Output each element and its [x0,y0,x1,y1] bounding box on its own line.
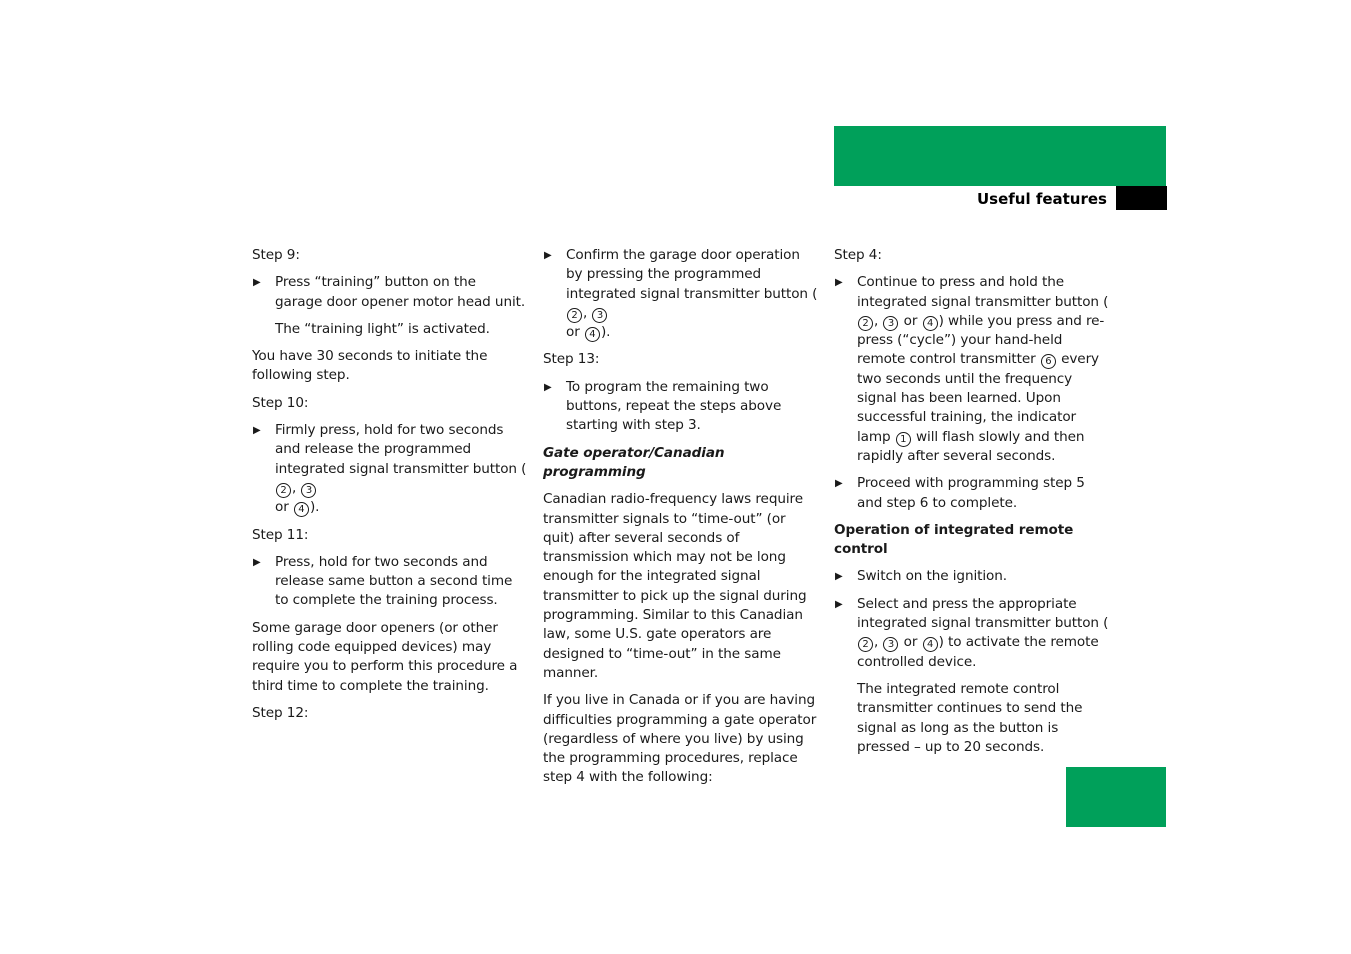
callout-3: 3 [592,308,607,323]
paragraph: If you live in Canada or if you are having difficulties programming a gate operator (regardless of where you live) by using the programming procedures, replace step 4 with the following: [543,692,817,786]
bullet-arrow-icon: ▶ [835,277,843,289]
instruction-bullet: ▶ Confirm the garage door operation by pressing the programmed integrated signal transmitter button (2 , 3 or 4 ). [544,247,818,341]
step-label: Step 11: [252,526,309,543]
section-header-bar [834,126,1166,186]
result-note: The “training light” is activated. [275,320,490,337]
paragraph: Canadian radio-frequency laws require transmitter signals to “time-out” (or quit) after several seconds of transmission which may not be long enough for the integrated signal transmitter to pick up the signal during programming. Similar to this Canadian law, some U.S. gate operators are designed to “time-out” in the same manner. [543,491,807,681]
result-note: The integrated remote control transmitter continues to send the signal as long as the button is pressed – up to 20 seconds. [857,680,1083,755]
bullet-arrow-icon: ▶ [544,381,552,393]
bullet-arrow-icon: ▶ [253,556,261,568]
callout-3: 3 [301,483,316,498]
text-column-3 [834,246,1109,765]
step-label: Step 4: [834,247,882,263]
instruction-bullet: ▶ Press, hold for two seconds and release same button a second time to complete the training process. [253,553,513,609]
thumb-tab-marker [1116,186,1167,210]
section-heading: Operation of integrated remote control [834,521,1074,558]
page-number: 273 [1257,772,1291,791]
instruction-bullet: ▶ Press “training” button on the garage door opener motor head unit. [253,274,526,310]
bullet-arrow-icon: ▶ [253,425,261,437]
callout-1: 1 [896,432,911,447]
instruction-bullet: ▶ Firmly press, hold for two seconds and release the programmed integrated signal transmitter button (2 , 3 or 4 ). [253,422,527,516]
callout-3: 3 [883,316,898,331]
callout-6: 6 [1041,354,1056,369]
step-label: Step 12: [252,704,309,721]
callout-2: 2 [276,483,291,498]
step-label: Step 9: [252,247,300,263]
subsection-title: Useful features [976,190,1107,208]
instruction-bullet: ▶ To program the remaining two buttons, repeat the steps above starting with step 3. [544,378,782,434]
callout-2: 2 [858,316,873,331]
section-title: Controls in detail [1136,34,1292,53]
callout-2: 2 [858,637,873,652]
instruction-bullet: ▶ Switch on the ignition. [834,567,1109,586]
paragraph: Some garage door openers (or other rolling code equipped devices) may require you to perform this procedure a third time to complete the training. [252,619,518,694]
instruction-bullet: ▶ Continue to press and hold the integrated signal transmitter button (2 , 3 or 4 ) while you press and re-press (“cycle”) your hand-held remote control transmitter 6 every two seconds until the frequency signal has been learned. Upon successful training, the indicator lamp 1 will flash slowly and then rapidly after several seconds. [835,274,1109,464]
instruction-bullet: ▶ Proceed with programming step 5 and step 6 to complete. [835,475,1085,511]
step-label: Step 10: [252,394,309,411]
callout-4: 4 [923,637,938,652]
section-heading: Gate operator/Canadian programming [543,444,725,480]
step-label: Step 13: [543,351,600,368]
callout-4: 4 [923,316,938,331]
bullet-arrow-icon: ▶ [544,250,552,261]
bullet-arrow-icon: ▶ [835,478,843,490]
callout-4: 4 [585,327,600,342]
bullet-arrow-icon: ▶ [835,571,843,583]
callout-2: 2 [567,308,582,323]
paragraph: You have 30 seconds to initiate the following step. [252,348,488,384]
bullet-arrow-icon: ▶ [253,277,261,289]
bullet-arrow-icon: ▶ [835,598,843,610]
text-column-2 [543,246,818,796]
page-number-box [1066,767,1166,827]
text-column-1 [252,246,527,731]
callout-4: 4 [294,502,309,517]
callout-3: 3 [883,637,898,652]
instruction-bullet: ▶ Select and press the appropriate integrated signal transmitter button (2 , 3 or 4 ) to activate the remote controlled device. [835,595,1109,670]
